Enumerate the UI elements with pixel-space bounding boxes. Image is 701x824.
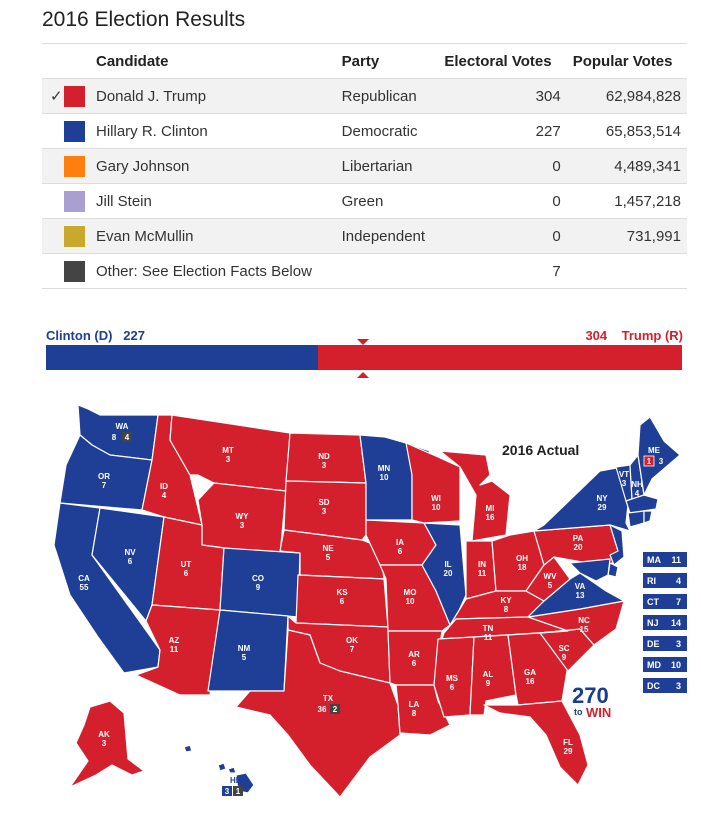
svg-text:DC: DC: [647, 681, 660, 691]
popular-votes: 4,489,341: [567, 149, 687, 184]
svg-text:6: 6: [127, 557, 133, 566]
svg-text:OR: OR: [98, 472, 110, 481]
svg-text:HI: HI: [230, 776, 238, 785]
svg-text:4: 4: [124, 433, 130, 442]
small-state-MD[interactable]: [643, 657, 687, 672]
map-caption: 2016 Actual: [502, 442, 580, 458]
winner-check-icon: ✓: [42, 79, 64, 114]
table-row[interactable]: [42, 114, 687, 149]
svg-text:FL: FL: [563, 738, 573, 747]
svg-text:MO: MO: [403, 588, 417, 597]
page-title: 2016 Election Results: [42, 8, 246, 31]
header-candidate[interactable]: Candidate: [86, 44, 336, 79]
svg-text:PA: PA: [572, 534, 584, 543]
svg-text:8: 8: [111, 433, 117, 442]
svg-text:10: 10: [431, 503, 441, 512]
svg-text:3: 3: [675, 681, 681, 691]
svg-text:6: 6: [397, 547, 403, 556]
popular-votes: 731,991: [567, 219, 687, 254]
state-AK[interactable]: [70, 701, 144, 787]
svg-text:TN: TN: [482, 624, 494, 633]
candidate-color-swatch: [64, 86, 85, 107]
small-state-MA[interactable]: [643, 552, 687, 567]
clinton-bar-label: Clinton (D) 227: [46, 328, 145, 343]
electoral-votes: 0: [438, 219, 566, 254]
candidate-name: Other: See Election Facts Below: [86, 254, 336, 289]
candidate-color-swatch: [64, 261, 85, 282]
svg-text:IA: IA: [396, 538, 404, 547]
svg-text:IN: IN: [478, 560, 486, 569]
state-HI-island-2[interactable]: [228, 767, 236, 773]
svg-text:3: 3: [321, 461, 327, 470]
svg-text:11: 11: [483, 633, 493, 642]
svg-text:11: 11: [671, 555, 681, 565]
svg-text:3: 3: [658, 457, 664, 466]
small-state-NJ[interactable]: [643, 615, 687, 630]
svg-text:10: 10: [405, 597, 415, 606]
candidate-party: Independent: [336, 219, 439, 254]
svg-text:VA: VA: [574, 582, 586, 591]
svg-text:MT: MT: [222, 446, 234, 455]
svg-text:16: 16: [485, 513, 495, 522]
svg-text:29: 29: [563, 747, 573, 756]
svg-text:UT: UT: [180, 560, 192, 569]
svg-text:11: 11: [477, 569, 487, 578]
svg-text:AR: AR: [408, 650, 420, 659]
state-CT[interactable]: [628, 511, 644, 527]
header-party[interactable]: Party: [336, 44, 439, 79]
svg-text:NE: NE: [322, 544, 334, 553]
svg-text:IL: IL: [444, 560, 452, 569]
table-row[interactable]: [42, 149, 687, 184]
svg-text:ME: ME: [648, 446, 660, 455]
candidate-name: Gary Johnson: [86, 149, 336, 184]
svg-text:9: 9: [485, 679, 491, 688]
candidate-color-swatch: [64, 156, 85, 177]
small-state-DC[interactable]: [643, 678, 687, 693]
header-electoral[interactable]: Electoral Votes: [438, 44, 566, 79]
svg-text:15: 15: [579, 625, 589, 634]
svg-text:8: 8: [411, 709, 417, 718]
svg-text:29: 29: [597, 503, 607, 512]
candidate-party: Libertarian: [336, 149, 439, 184]
table-row[interactable]: [42, 254, 687, 289]
candidate-name: Donald J. Trump: [86, 79, 336, 114]
svg-text:OK: OK: [346, 636, 358, 645]
small-state-boxes: [643, 552, 687, 693]
header-popular[interactable]: Popular Votes: [567, 44, 687, 79]
candidate-party: [336, 254, 439, 289]
electoral-map: [40, 395, 690, 805]
popular-votes: 65,853,514: [567, 114, 687, 149]
svg-text:4: 4: [634, 489, 640, 498]
svg-text:AK: AK: [98, 730, 110, 739]
svg-text:NV: NV: [124, 548, 136, 557]
svg-text:3: 3: [224, 787, 230, 796]
svg-text:WY: WY: [235, 512, 249, 521]
svg-text:10: 10: [670, 660, 681, 670]
table-row[interactable]: [42, 219, 687, 254]
svg-text:KS: KS: [336, 588, 348, 597]
svg-text:13: 13: [575, 591, 585, 600]
svg-text:to: to: [574, 707, 583, 717]
electoral-votes: 304: [438, 79, 566, 114]
svg-text:18: 18: [517, 563, 527, 572]
state-HI-island-3[interactable]: [184, 745, 192, 752]
electoral-votes: 7: [438, 254, 566, 289]
svg-text:WI: WI: [431, 494, 441, 503]
popular-votes: 1,457,218: [567, 184, 687, 219]
svg-text:5: 5: [325, 553, 331, 562]
candidate-name: Hillary R. Clinton: [86, 114, 336, 149]
electoral-votes: 227: [438, 114, 566, 149]
svg-text:2: 2: [332, 705, 338, 714]
popular-votes: 62,984,828: [567, 79, 687, 114]
state-RI[interactable]: [644, 511, 652, 523]
trump-bar-label: 304 Trump (R): [585, 328, 683, 343]
small-state-DE[interactable]: [643, 636, 687, 651]
candidate-party: Green: [336, 184, 439, 219]
results-table: [42, 43, 687, 289]
svg-text:OH: OH: [516, 554, 528, 563]
svg-text:6: 6: [183, 569, 189, 578]
svg-text:CO: CO: [252, 574, 264, 583]
svg-text:10: 10: [379, 473, 389, 482]
svg-text:MD: MD: [647, 660, 661, 670]
svg-text:14: 14: [670, 618, 681, 628]
svg-text:16: 16: [525, 677, 535, 686]
svg-text:NJ: NJ: [647, 618, 659, 628]
small-state-CT[interactable]: [643, 594, 687, 609]
svg-text:CA: CA: [78, 574, 90, 583]
svg-text:KY: KY: [500, 596, 512, 605]
svg-text:3: 3: [675, 639, 681, 649]
table-header: [42, 44, 687, 79]
svg-text:VT: VT: [618, 470, 630, 479]
trump-ev-bar: [318, 345, 682, 370]
svg-text:4: 4: [161, 491, 167, 500]
270towin-logo[interactable]: [572, 683, 611, 720]
svg-text:MA: MA: [647, 555, 661, 565]
svg-text:4: 4: [675, 576, 681, 586]
svg-text:WA: WA: [115, 422, 129, 431]
svg-text:ND: ND: [318, 452, 330, 461]
state-NY[interactable]: [534, 467, 630, 531]
svg-text:55: 55: [79, 583, 89, 592]
svg-text:3: 3: [321, 507, 327, 516]
svg-text:9: 9: [255, 583, 261, 592]
svg-text:SD: SD: [318, 498, 330, 507]
svg-text:DE: DE: [647, 639, 660, 649]
majority-marker-bottom: [357, 372, 369, 378]
candidate-party: Republican: [336, 79, 439, 114]
svg-text:NM: NM: [237, 644, 251, 653]
popular-votes: [567, 254, 687, 289]
svg-text:TX: TX: [322, 694, 334, 703]
svg-text:RI: RI: [647, 576, 656, 586]
svg-text:NH: NH: [631, 480, 643, 489]
svg-text:LA: LA: [408, 700, 420, 709]
svg-text:8: 8: [503, 605, 509, 614]
svg-text:AZ: AZ: [168, 636, 180, 645]
svg-text:7: 7: [101, 481, 107, 490]
svg-text:36: 36: [317, 705, 327, 714]
svg-text:20: 20: [443, 569, 453, 578]
candidate-color-swatch: [64, 121, 85, 142]
candidate-color-swatch: [64, 226, 85, 247]
state-HI-island-1[interactable]: [218, 763, 226, 771]
electoral-votes: 0: [438, 184, 566, 219]
svg-text:3: 3: [239, 521, 245, 530]
candidate-name: Evan McMullin: [86, 219, 336, 254]
svg-text:9: 9: [561, 653, 567, 662]
small-state-RI[interactable]: [643, 573, 687, 588]
svg-text:3: 3: [101, 739, 107, 748]
svg-text:SC: SC: [558, 644, 570, 653]
svg-text:NY: NY: [596, 494, 608, 503]
svg-text:11: 11: [169, 645, 179, 654]
svg-text:5: 5: [547, 581, 553, 590]
svg-text:GA: GA: [524, 668, 536, 677]
svg-text:7: 7: [349, 645, 355, 654]
svg-text:7: 7: [675, 597, 681, 607]
svg-text:5: 5: [241, 653, 247, 662]
svg-text:MS: MS: [446, 674, 458, 683]
svg-text:NC: NC: [578, 616, 590, 625]
svg-text:1: 1: [646, 457, 652, 466]
table-row[interactable]: [42, 184, 687, 219]
svg-text:MI: MI: [485, 504, 495, 513]
svg-text:6: 6: [449, 683, 455, 692]
clinton-ev-bar: [46, 345, 318, 370]
svg-text:3: 3: [225, 455, 231, 464]
svg-text:WIN: WIN: [586, 705, 612, 720]
table-row[interactable]: [42, 79, 687, 114]
candidate-name: Jill Stein: [86, 184, 336, 219]
svg-text:AL: AL: [482, 670, 494, 679]
svg-text:1: 1: [235, 787, 241, 796]
svg-text:20: 20: [573, 543, 583, 552]
svg-text:CT: CT: [647, 597, 659, 607]
candidate-party: Democratic: [336, 114, 439, 149]
svg-text:MN: MN: [377, 464, 391, 473]
candidate-color-swatch: [64, 191, 85, 212]
svg-text:WV: WV: [543, 572, 557, 581]
svg-text:ID: ID: [160, 482, 168, 491]
svg-text:3: 3: [621, 479, 627, 488]
svg-text:6: 6: [339, 597, 345, 606]
svg-text:6: 6: [411, 659, 417, 668]
electoral-votes: 0: [438, 149, 566, 184]
svg-text:270: 270: [572, 683, 609, 708]
